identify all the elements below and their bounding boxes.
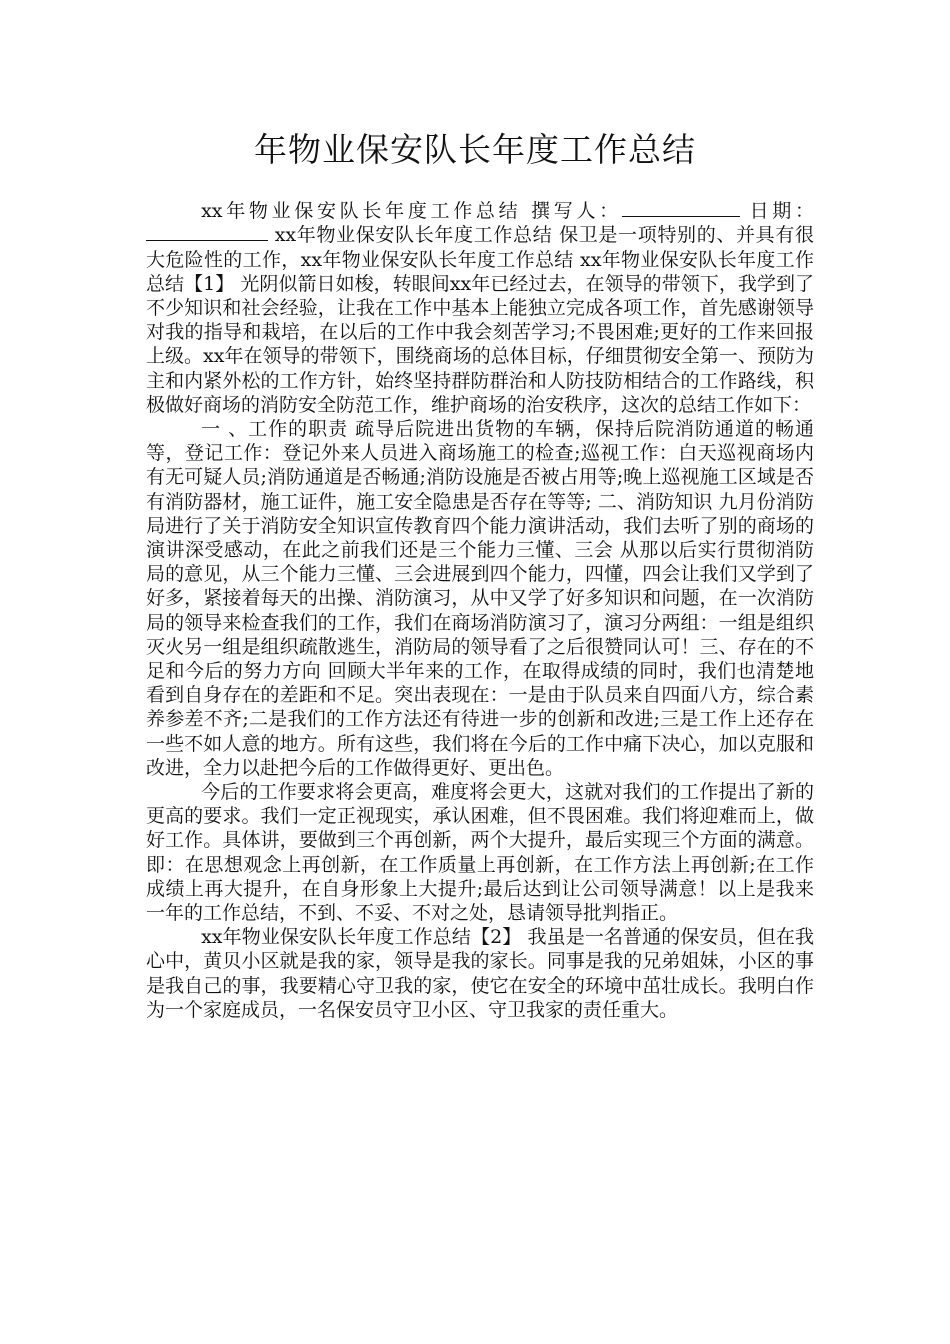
intro-text-part3: xx年物业保安队长年度工作总结 保卫是一项特别的、并具有很大危险性的工作，xx年物业保安队长年度工作总结 xx年物业保安队长年度工作总结【1】 光阴似箭日如梭，转眼间xx年已经过去，在领导的带领下，我学到了不少知识和社会经验，让我在工作中基本上能独立完成各项工作，首先感谢领导对我的指导和栽培，在以后的工作中我会刻苦学习;不畏困难;更好的工作来回报上级。xx年在领导的带领下，围绕商场的总体目标，仔细贯彻安全第一、预防为主和内紧外松的工作方针，始终坚持群防群治和人防技防相结合的工作路线，积极做好商场的消防安全防范工作，维护商场的治安秩序，这次的总结工作如下：	[146, 224, 814, 416]
document-body	[146, 199, 814, 1022]
intro-paragraph	[146, 199, 814, 417]
date-blank-line	[146, 223, 268, 241]
intro-text-part1: xx年物业保安队长年度工作总结 撰写人：	[201, 200, 622, 223]
body-paragraph: 今后的工作要求将会更高，难度将会更大，这就对我们的工作提出了新的更高的要求。我们一定正视现实，承认困难，但不畏困难。我们将迎难而上，做好工作。具体讲，要做到三个再创新，两个大提升，最后实现三个方面的满意。即：在思想观念上再创新，在工作质量上再创新，在工作方法上再创新;在工作成绩上再大提升，在自身形象上大提升;最后达到让公司领导满意！以上是我来一年的工作总结，不到、不妥、不对之处，恳请领导批判指正。	[146, 781, 814, 925]
body-paragraph: xx年物业保安队长年度工作总结【2】 我虽是一名普通的保安员，但在我心中，黄贝小区就是我的家，领导是我的家长。同事是我的兄弟姐妹，小区的事是我自己的事，我要精心守卫我的家，使它在安全的环境中茁壮成长。我明白作为一个家庭成员，一名保安员守卫小区、守卫我家的责任重大。	[146, 926, 814, 1021]
body-paragraph: 一 、工作的职责 疏导后院进出货物的车辆，保持后院消防通道的畅通等，登记工作：登记外来人员进入商场施工的检查;巡视工作：白天巡视商场内有无可疑人员;消防通道是否畅通;消防设施是否被占用等;晚上巡视施工区域是否有消防器材，施工证件，施工安全隐患是否存在等等; 二、消防知识 九月份消防局进行了关于消防安全知识宣传教育四个能力演讲活动，我们去听了别的商场的演讲深受感动，在此之前我们还是三个能力三懂、三会 从那以后实行贯彻消防局的意见，从三个能力三懂、三会进展到四个能力，四懂，四会让我们又学到了好多，紧接着每天的出操、消防演习，从中又学了好多知识和问题，在一次消防局的领导来检查我们的工作，我们在商场消防演习了，演习分两组：一组是组织灭火另一组是组织疏散逃生，消防局的领导看了之后很赞同认可！三、存在的不足和今后的努力方向 回顾大半年来的工作，在取得成绩的同时，我们也清楚地看到自身存在的差距和不足。突出表现在：一是由于队员来自四面八方，综合素养参差不齐;二是我们的工作方法还有待进一步的创新和改进;三是工作上还存在一些不如人意的地方。所有这些，我们将在今后的工作中痛下决心，加以克服和改进，全力以赴把今后的工作做得更好、更出色。	[146, 418, 814, 779]
intro-text-part2: 日期：	[739, 200, 814, 223]
document-title: 年物业保安队长年度工作总结	[254, 130, 696, 169]
author-blank-line	[622, 199, 740, 217]
